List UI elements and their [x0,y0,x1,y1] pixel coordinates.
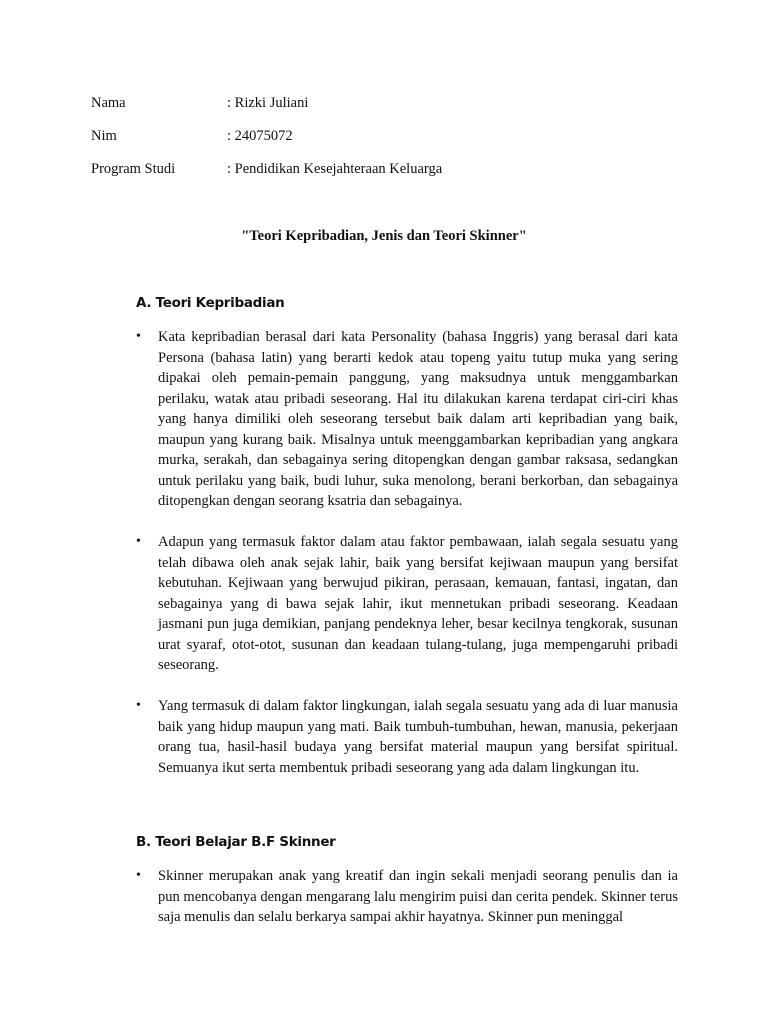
bullet-text: Adapun yang termasuk faktor dalam atau faktor pembawaan, ialah segala sesuatu yang telah dibawa oleh anak sejak lahir, baik yang bersifat kejiwaan maupun yang bersifat kebutuhan. Kejiwaan yang berwujud pikiran, perasaan, kemauan, fantasi, ingatan, dan sebagainya yang di bawa sejak lahir, ikut mennetukan pribadi seseorang. Keadaan jasmani pun juga demikian, panjang pendeknya leher, besar kecilnya tengkorak, susunan urat syaraf, otot-otot, susunan dan keadaan tulang-tulang, juga mempengaruhi pribadi seseorang. [158,534,678,673]
bullet-text: Kata kepribadian berasal dari kata Personality (bahasa Inggris) yang berasal dari kata Persona (bahasa latin) yang berarti kedok atau topeng yaitu tutup muka yang sering dipakai oleh pemain-pemain panggung, yang maksudnya untuk menggambarkan perilaku, watak atau pribadi seseorang. Hal itu dilakukan karena terdapat ciri-ciri khas yang hanya dimiliki oleh seseorang tersebut baik dalam arti kepribadian yang baik, maupun yang kurang baik. Misalnya untuk meenggambarkan kepribadian yang angkara murka, serakah, dan sebagainya sering ditopengkan dengan gambar raksasa, sedangkan untuk perilaku yang baik, budi luhur, suka menolong, berani berkorban, dan sebagainya ditopengkan dengan seorang ksatria dan sebagainya. [158,329,678,509]
info-row-program-studi [91,160,442,178]
info-value-nama: : Rizki Juliani [227,95,309,111]
section-heading-a: A. Teori Kepribadian [136,295,285,311]
info-value-nim: : 24075072 [227,128,293,144]
bullet-icon: • [136,329,141,344]
info-label-nama: Nama [91,95,126,111]
info-value-program-studi: : Pendidikan Kesejahteraan Keluarga [227,161,443,177]
bullet-icon: • [136,534,141,549]
bullet-icon: • [136,868,141,883]
section-heading-b: B. Teori Belajar B.F Skinner [136,834,336,850]
bullet-text: Skinner merupakan anak yang kreatif dan ingin sekali menjadi seorang penulis dan ia pun mencobanya dengan mengarang lalu mengirim puisi dan cerita pendek. Skinner terus saja menulis dan selalu berkarya sampai akhir hayatnya. Skinner pun meninggal [158,868,678,925]
bullet-text: Yang termasuk di dalam faktor lingkungan, ialah segala sesuatu yang ada di luar manusia baik yang hidup maupun yang mati. Baik tumbuh-tumbuhan, hewan, manusia, pekerjaan orang tua, hasil-hasil budaya yang bersifat material maupun yang bersifat spiritual. Semuanya ikut serta membentuk pribadi seseorang yang ada dalam lingkungan itu. [158,698,678,776]
info-label-program-studi: Program Studi [91,161,176,177]
info-row-nama [91,94,308,112]
bullet-icon: • [136,698,141,713]
info-label-nim: Nim [91,128,117,144]
document-title: "Teori Kepribadian, Jenis dan Teori Skinner" [241,228,527,244]
info-row-nim [91,127,293,145]
